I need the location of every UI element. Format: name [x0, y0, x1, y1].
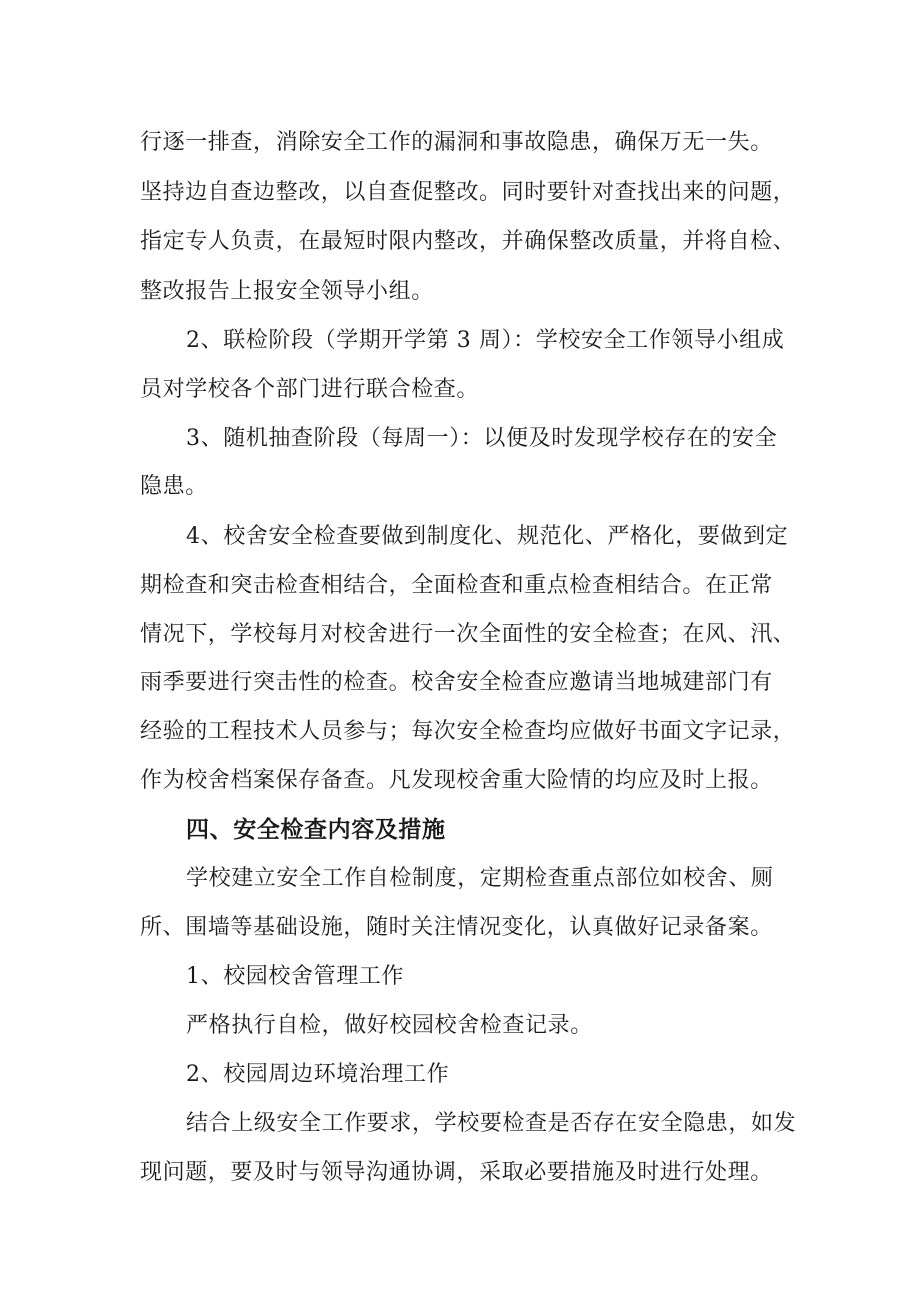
text-line-13: 经验的工程技术人员参与；每次安全检查均应做好书面文字记录，	[140, 719, 796, 744]
text-line-22: 现问题，要及时与领导沟通协调，采取必要措施及时进行处理。	[140, 1160, 773, 1185]
text-line-2: 坚持边自查边整改，以自查促整改。同时要针对查找出来的问题，	[140, 180, 796, 205]
text-line-19: 严格执行自检，做好校园校舍检查记录。	[186, 1013, 593, 1038]
text-line-7: 3、随机抽查阶段（每周一）：以便及时发现学校存在的安全	[186, 426, 778, 451]
text-line-8: 隐患。	[140, 474, 208, 499]
text-line-9: 4、校舍安全检查要做到制度化、规范化、严格化，要做到定	[186, 524, 789, 549]
text-line-14: 作为校舍档案保存备查。凡发现校舍重大险情的均应及时上报。	[140, 768, 773, 793]
text-line-16: 学校建立安全工作自检制度，定期检查重点部位如校舍、厕	[186, 866, 774, 891]
text-line-20: 2、校园周边环境治理工作	[186, 1062, 450, 1087]
text-line-12: 雨季要进行突击性的检查。校舍安全检查应邀请当地城建部门有	[140, 670, 773, 695]
text-line-1: 行逐一排查，消除安全工作的漏洞和事故隐患，确保万无一失。	[140, 130, 773, 155]
text-line-10: 期检查和突击检查相结合，全面检查和重点检查相结合。在正常	[140, 573, 773, 598]
text-line-21: 结合上级安全工作要求，学校要检查是否存在安全隐患，如发	[186, 1111, 797, 1136]
text-line-5: 2、联检阶段（学期开学第 3 周）：学校安全工作领导小组成	[186, 328, 785, 353]
text-line-17: 所、围墙等基础设施，随时关注情况变化，认真做好记录备案。	[140, 915, 773, 940]
section-heading: 四、安全检查内容及措施	[186, 817, 446, 843]
text-line-11: 情况下，学校每月对校舍进行一次全面性的安全检查；在风、汛、	[140, 622, 796, 647]
text-line-4: 整改报告上报安全领导小组。	[140, 279, 434, 304]
text-line-6: 员对学校各个部门进行联合检查。	[140, 377, 480, 402]
text-line-3: 指定专人负责，在最短时限内整改，并确保整改质量，并将自检、	[140, 229, 796, 254]
text-line-18: 1、校园校舍管理工作	[186, 964, 404, 989]
